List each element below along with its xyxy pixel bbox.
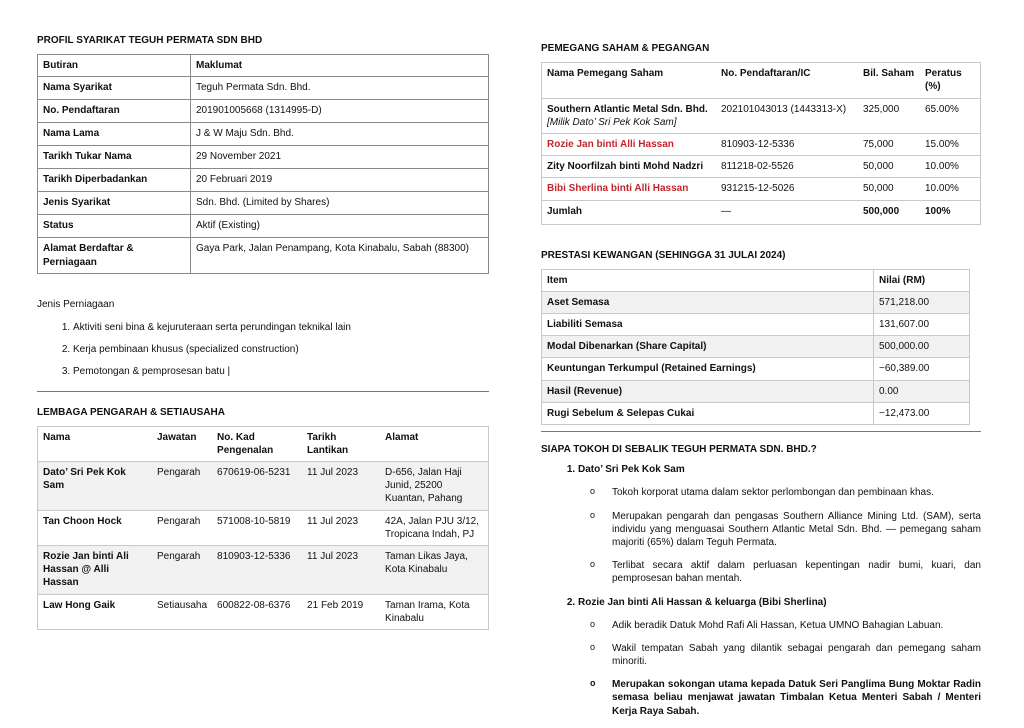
finance-value: 571,218.00 bbox=[874, 291, 970, 313]
circle-bullet-icon: o bbox=[590, 486, 596, 497]
director-date: 11 Jul 2023 bbox=[302, 462, 380, 511]
right-column bbox=[541, 42, 981, 728]
profile-header-butiran: Butiran bbox=[38, 55, 191, 77]
shareholders-header-name: Nama Pemegang Saham bbox=[542, 63, 717, 98]
director-date: 21 Feb 2019 bbox=[302, 594, 380, 629]
directors-header-nama: Nama bbox=[38, 426, 153, 461]
finance-header-value: Nilai (RM) bbox=[874, 269, 970, 291]
directors-header-jawatan: Jawatan bbox=[152, 426, 212, 461]
shareholder-note: [Milik Dato’ Sri Pek Kok Sam] bbox=[547, 116, 677, 128]
table-row bbox=[542, 133, 981, 155]
directors-header-row bbox=[38, 426, 489, 461]
profile-row bbox=[38, 238, 489, 273]
directors-header-ic: No. Kad Pengenalan bbox=[212, 426, 302, 461]
profile-title: PROFIL SYARIKAT TEGUH PERMATA SDN BHD bbox=[37, 35, 263, 46]
shareholders-table bbox=[541, 62, 981, 224]
business-item: 3. Pemotongan & pemprosesan batu | bbox=[73, 365, 489, 378]
shareholders-header-shares: Bil. Saham bbox=[858, 63, 920, 98]
table-row bbox=[542, 314, 970, 336]
who-point bbox=[590, 642, 981, 668]
director-date: 11 Jul 2023 bbox=[302, 546, 380, 595]
finance-item: Rugi Sebelum & Selepas Cukai bbox=[542, 402, 874, 424]
shareholders-header-row bbox=[542, 63, 981, 98]
who-person bbox=[578, 596, 981, 718]
directors-title: LEMBAGA PENGARAH & SETIAUSAHA bbox=[37, 406, 225, 418]
shareholder-name-cell bbox=[542, 98, 717, 133]
who-point bbox=[590, 559, 981, 585]
shareholder-id: 811218-02-5526 bbox=[716, 156, 858, 178]
director-address: Taman Irama, Kota Kinabalu bbox=[380, 594, 488, 629]
shareholder-id: 931215-12-5026 bbox=[716, 178, 858, 200]
profile-row bbox=[38, 146, 489, 169]
profile-key: Nama Lama bbox=[38, 123, 191, 146]
director-name: Tan Choon Hock bbox=[38, 510, 153, 545]
shareholder-shares: 50,000 bbox=[858, 156, 920, 178]
profile-row bbox=[38, 192, 489, 215]
shareholder-id: 202101043013 (1443313-X) bbox=[716, 98, 858, 133]
profile-key: Nama Syarikat bbox=[38, 77, 191, 100]
shareholder-pct: 10.00% bbox=[920, 156, 981, 178]
profile-value: Teguh Permata Sdn. Bhd. bbox=[191, 77, 489, 100]
finance-value: 500,000.00 bbox=[874, 336, 970, 358]
shareholder-pct: 15.00% bbox=[920, 133, 981, 155]
finance-item: Aset Semasa bbox=[542, 291, 874, 313]
director-role: Pengarah bbox=[152, 462, 212, 511]
director-address: 42A, Jalan PJU 3/12, Tropicana Indah, PJ bbox=[380, 510, 488, 545]
director-ic: 600822-08-6376 bbox=[212, 594, 302, 629]
profile-key: Alamat Berdaftar & Perniagaan bbox=[38, 238, 191, 273]
director-date: 11 Jul 2023 bbox=[302, 510, 380, 545]
circle-bullet-icon: o bbox=[590, 678, 596, 689]
director-name: Rozie Jan binti Ali Hassan @ Alli Hassan bbox=[38, 546, 153, 595]
profile-key: Tarikh Tukar Nama bbox=[38, 146, 191, 169]
who-title: SIAPA TOKOH DI SEBALIK TEGUH PERMATA SDN. BHD.? bbox=[541, 444, 817, 455]
profile-row bbox=[38, 169, 489, 192]
profile-key: No. Pendaftaran bbox=[38, 100, 191, 123]
who-point bbox=[590, 619, 981, 632]
business-title: Jenis Perniagaan bbox=[37, 298, 115, 310]
who-person-heading: Dato’ Sri Pek Kok Sam bbox=[578, 464, 685, 476]
profile-value: 20 Februari 2019 bbox=[191, 169, 489, 192]
profile-row bbox=[38, 215, 489, 238]
shareholder-shares: 50,000 bbox=[858, 178, 920, 200]
business-item: 2. Kerja pembinaan khusus (specialized construction) bbox=[73, 343, 489, 356]
who-point-text: Merupakan sokongan utama kepada Datuk Seri Panglima Bung Moktar Radin semasa beliau menjawat jawatan Timbalan Ketua Menteri Sabah / Menteri Kerja Raya Sabah. bbox=[612, 679, 981, 717]
shareholder-name: Zity Noorfilzah binti Mohd Nadzri bbox=[542, 156, 717, 178]
total-label: Jumlah bbox=[542, 200, 717, 224]
shareholders-header-id: No. Pendaftaran/IC bbox=[716, 63, 858, 98]
who-list bbox=[541, 463, 981, 718]
table-row bbox=[542, 402, 970, 424]
business-list bbox=[37, 321, 489, 379]
shareholders-total-row bbox=[542, 200, 981, 224]
shareholder-shares: 75,000 bbox=[858, 133, 920, 155]
shareholder-name: Bibi Sherlina binti Alli Hassan bbox=[542, 178, 717, 200]
table-row bbox=[38, 594, 489, 629]
profile-row bbox=[38, 100, 489, 123]
directors-header-alamat: Alamat bbox=[380, 426, 488, 461]
who-point-text: Wakil tempatan Sabah yang dilantik sebagai pengarah dan pemegang saham minoriti. bbox=[612, 642, 981, 668]
table-row bbox=[38, 462, 489, 511]
profile-row bbox=[38, 77, 489, 100]
shareholder-name: Southern Atlantic Metal Sdn. Bhd. bbox=[547, 103, 708, 115]
who-person bbox=[578, 463, 981, 585]
finance-value: 131,607.00 bbox=[874, 314, 970, 336]
table-row bbox=[542, 291, 970, 313]
finance-item: Liabiliti Semasa bbox=[542, 314, 874, 336]
finance-item: Keuntungan Terkumpul (Retained Earnings) bbox=[542, 358, 874, 380]
shareholder-id: 810903-12-5336 bbox=[716, 133, 858, 155]
who-point-text: Merupakan pengarah dan pengasas Southern Alliance Mining Ltd. (SAM), serta individu yang menguasai Southern Atlantic Metal Sdn. Bhd. — pemegang saham majoriti (65%) dalam Teguh Permata. bbox=[612, 510, 981, 548]
who-point-text: Tokoh korporat utama dalam sektor perlombongan dan pembinaan khas. bbox=[612, 487, 934, 499]
profile-value: Gaya Park, Jalan Penampang, Kota Kinabalu, Sabah (88300) bbox=[191, 238, 489, 273]
finance-header-row bbox=[542, 269, 970, 291]
total-id: — bbox=[716, 200, 858, 224]
circle-bullet-icon: o bbox=[590, 509, 596, 520]
who-points bbox=[578, 486, 981, 585]
circle-bullet-icon: o bbox=[590, 559, 596, 570]
total-shares: 500,000 bbox=[858, 200, 920, 224]
profile-value: Aktif (Existing) bbox=[191, 215, 489, 238]
table-row bbox=[542, 380, 970, 402]
profile-row bbox=[38, 123, 489, 146]
directors-table bbox=[37, 426, 489, 630]
profile-value: J & W Maju Sdn. Bhd. bbox=[191, 123, 489, 146]
shareholder-pct: 65.00% bbox=[920, 98, 981, 133]
finance-item: Hasil (Revenue) bbox=[542, 380, 874, 402]
circle-bullet-icon: o bbox=[590, 618, 596, 629]
profile-value: 29 November 2021 bbox=[191, 146, 489, 169]
who-points bbox=[578, 619, 981, 718]
finance-value: 0.00 bbox=[874, 380, 970, 402]
who-point bbox=[590, 510, 981, 550]
who-person-heading: Rozie Jan binti Ali Hassan & keluarga (Bibi Sherlina) bbox=[578, 596, 827, 608]
table-row bbox=[542, 98, 981, 133]
profile-header-row bbox=[38, 55, 489, 77]
table-row bbox=[542, 178, 981, 200]
shareholder-shares: 325,000 bbox=[858, 98, 920, 133]
director-ic: 670619-06-5231 bbox=[212, 462, 302, 511]
who-point-text: Terlibat secara aktif dalam perluasan kepentingan nadir bumi, kuari, dan pemprosesan bahan mentah. bbox=[612, 560, 981, 585]
finance-title: PRESTASI KEWANGAN (SEHINGGA 31 JULAI 2024) bbox=[541, 249, 786, 261]
who-point bbox=[590, 678, 981, 718]
profile-key: Status bbox=[38, 215, 191, 238]
director-address: D-656, Jalan Haji Junid, 25200 Kuantan, Pahang bbox=[380, 462, 488, 511]
director-role: Setiausaha bbox=[152, 594, 212, 629]
shareholder-pct: 10.00% bbox=[920, 178, 981, 200]
finance-table bbox=[541, 269, 970, 425]
profile-header-maklumat: Maklumat bbox=[191, 55, 489, 77]
finance-value: −12,473.00 bbox=[874, 402, 970, 424]
director-role: Pengarah bbox=[152, 510, 212, 545]
shareholders-title: PEMEGANG SAHAM & PEGANGAN bbox=[541, 43, 710, 54]
business-item: 1. Aktiviti seni bina & kejuruteraan serta perundingan teknikal lain bbox=[73, 321, 489, 334]
left-column bbox=[37, 34, 489, 630]
profile-value: Sdn. Bhd. (Limited by Shares) bbox=[191, 192, 489, 215]
shareholders-header-pct: Peratus (%) bbox=[920, 63, 981, 98]
table-row bbox=[542, 156, 981, 178]
table-row bbox=[542, 358, 970, 380]
director-ic: 810903-12-5336 bbox=[212, 546, 302, 595]
director-name: Law Hong Gaik bbox=[38, 594, 153, 629]
director-role: Pengarah bbox=[152, 546, 212, 595]
profile-key: Tarikh Diperbadankan bbox=[38, 169, 191, 192]
director-name: Dato’ Sri Pek Kok Sam bbox=[38, 462, 153, 511]
director-address: Taman Likas Jaya, Kota Kinabalu bbox=[380, 546, 488, 595]
table-row bbox=[38, 510, 489, 545]
total-pct: 100% bbox=[920, 200, 981, 224]
profile-value: 201901005668 (1314995-D) bbox=[191, 100, 489, 123]
circle-bullet-icon: o bbox=[590, 641, 596, 652]
finance-value: −60,389.00 bbox=[874, 358, 970, 380]
finance-item: Modal Dibenarkan (Share Capital) bbox=[542, 336, 874, 358]
profile-key: Jenis Syarikat bbox=[38, 192, 191, 215]
director-ic: 571008-10-5819 bbox=[212, 510, 302, 545]
who-point bbox=[590, 486, 981, 499]
table-row bbox=[38, 546, 489, 595]
finance-header-item: Item bbox=[542, 269, 874, 291]
directors-header-tarikh: Tarikh Lantikan bbox=[302, 426, 380, 461]
shareholder-name: Rozie Jan binti Alli Hassan bbox=[542, 133, 717, 155]
profile-table bbox=[37, 54, 489, 274]
who-point-text: Adik beradik Datuk Mohd Rafi Ali Hassan, Ketua UMNO Bahagian Labuan. bbox=[612, 619, 944, 631]
table-row bbox=[542, 336, 970, 358]
